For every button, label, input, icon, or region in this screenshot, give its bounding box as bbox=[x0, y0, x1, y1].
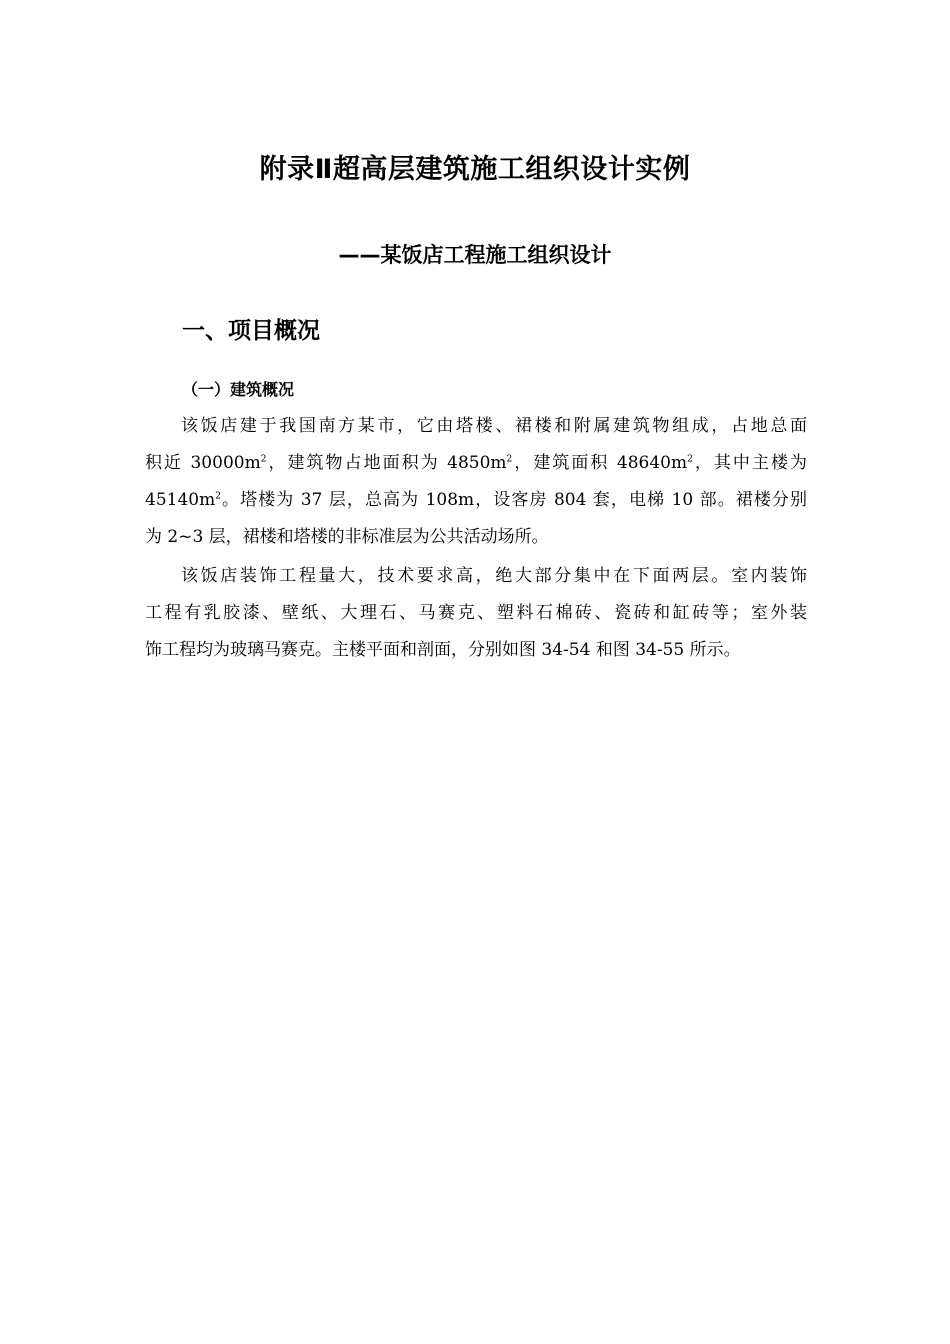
superscript: 2 bbox=[260, 454, 267, 465]
paragraph-line: 该饭店建于我国南方某市，它由塔楼、裙楼和附属建筑物组成，占地总面 bbox=[181, 416, 807, 436]
text-run: 45140m bbox=[145, 490, 216, 510]
section-heading: 一、项目概况 bbox=[182, 318, 320, 344]
paragraph-decoration-works bbox=[145, 558, 807, 669]
document-title: 附录Ⅱ超高层建筑施工组织设计实例 bbox=[259, 154, 691, 185]
paragraph-line bbox=[145, 482, 807, 519]
superscript: 2 bbox=[687, 454, 693, 465]
document-subtitle: ——某饭店工程施工组织设计 bbox=[338, 243, 612, 267]
paragraph-building-overview bbox=[145, 408, 807, 556]
paragraph-line: 工程有乳胶漆、壁纸、大理石、马赛克、塑料石棉砖、瓷砖和缸砖等；室外装 bbox=[145, 603, 807, 623]
text-run: ，其中主楼为 bbox=[692, 453, 808, 473]
subsection-heading: （一）建筑概况 bbox=[182, 380, 295, 399]
superscript: 2 bbox=[506, 454, 513, 465]
text-run: ，建筑面积 48640m bbox=[512, 453, 688, 473]
text-run: ，建筑物占地面积为 4850m bbox=[266, 453, 507, 473]
paragraph-line: 该饭店装饰工程量大，技术要求高，绝大部分集中在下面两层。室内装饰 bbox=[181, 566, 807, 586]
text-run: 积近 30000m bbox=[145, 453, 261, 473]
superscript: 2 bbox=[215, 491, 221, 502]
paragraph-line: 为 2~3 层，裙楼和塔楼的非标准层为公共活动场所。 bbox=[145, 527, 549, 547]
paragraph-line: 饰工程均为玻璃马赛克。主楼平面和剖面，分别如图 34-54 和图 34-55 所示。 bbox=[145, 640, 741, 660]
paragraph-line bbox=[145, 445, 807, 482]
text-run: 。塔楼为 37 层，总高为 108m，设客房 804 套，电梯 10 部。裙楼分别 bbox=[220, 490, 807, 510]
